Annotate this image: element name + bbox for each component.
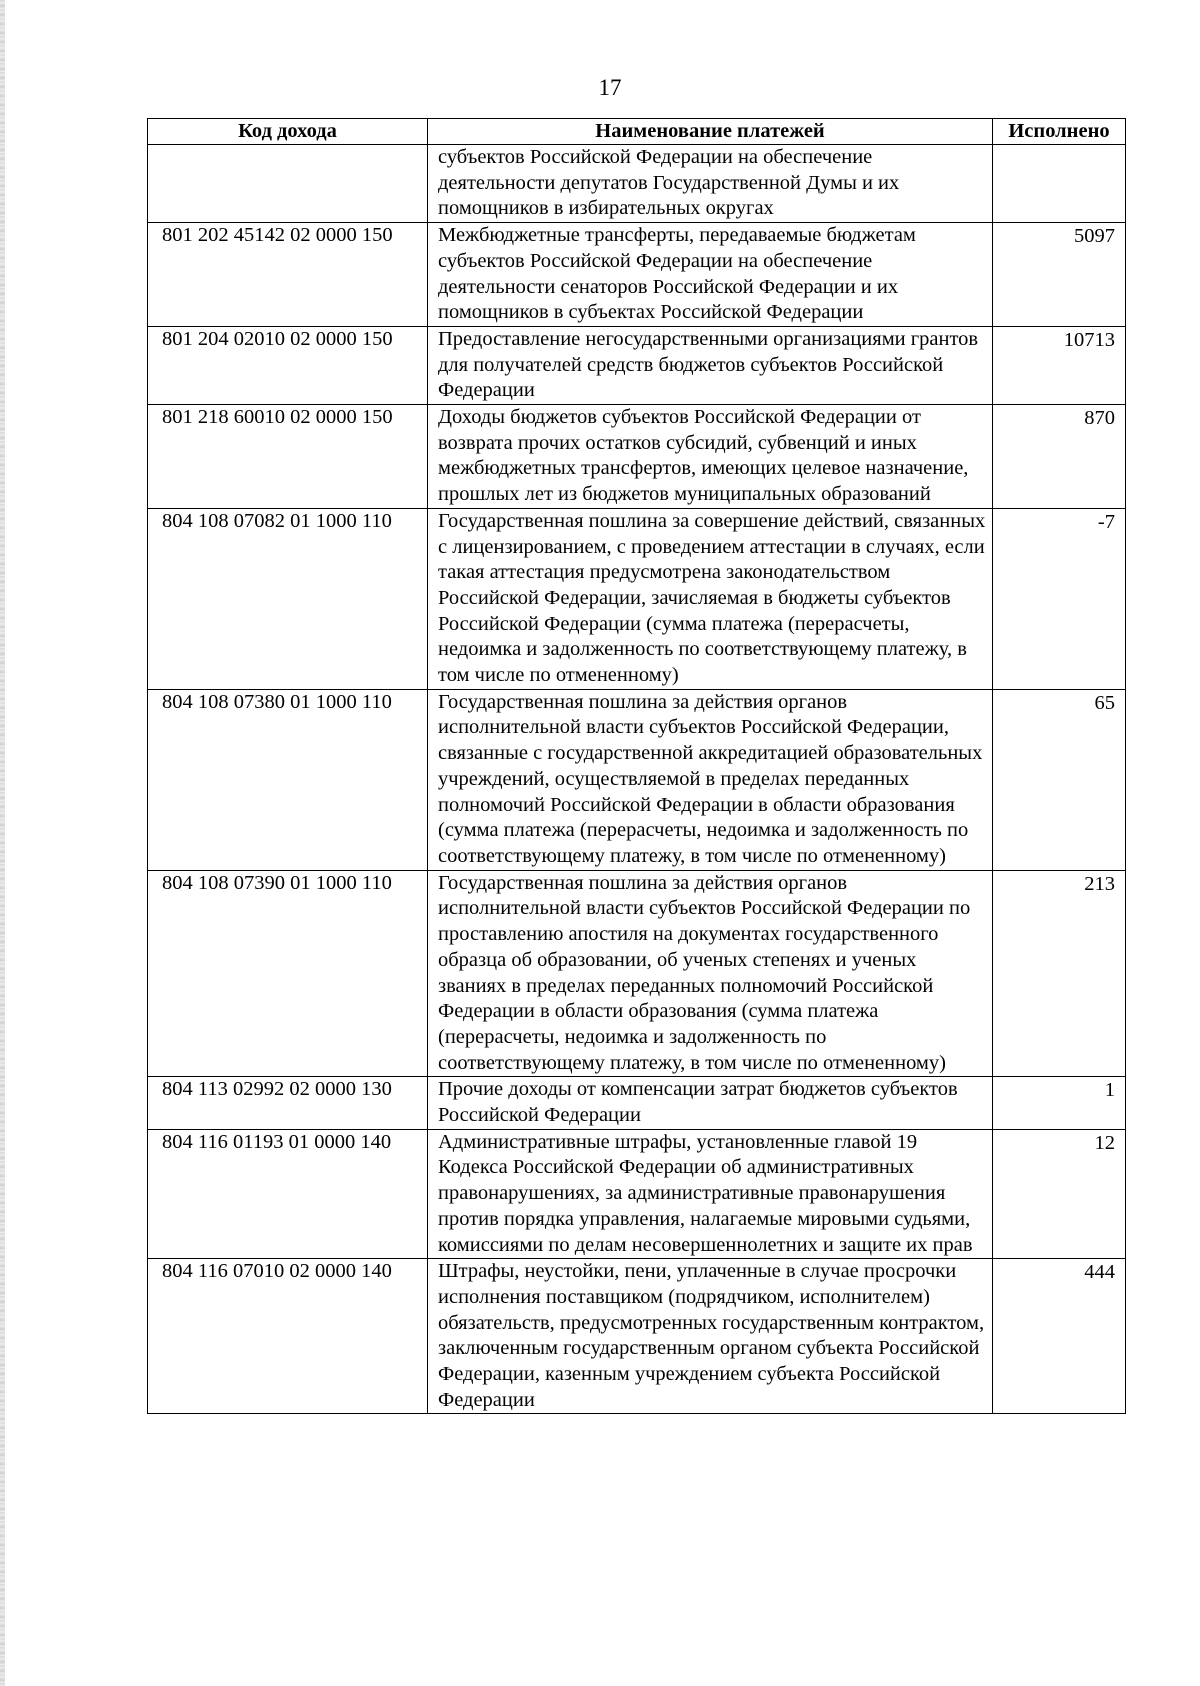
income-code: [148, 145, 428, 223]
table-row: [148, 405, 1126, 509]
executed-value: 1: [993, 1077, 1126, 1129]
executed-value: 12: [993, 1129, 1126, 1259]
table-row: [148, 1129, 1126, 1259]
payment-name: Доходы бюджетов субъектов Российской Федерации от возврата прочих остатков субсидий, субвенций и иных межбюджетных трансфертов, имеющих целевое назначение, прошлых лет из бюджетов муниципальных образований: [428, 405, 993, 509]
table-row: [148, 326, 1126, 404]
executed-value: 444: [993, 1259, 1126, 1414]
table-header: [148, 119, 1126, 145]
income-code: 804 116 01193 01 0000 140: [148, 1129, 428, 1259]
payment-name: субъектов Российской Федерации на обеспечение деятельности депутатов Государственной Думы и их помощников в избирательных округах: [428, 145, 993, 223]
payment-name: Штрафы, неустойки, пени, уплаченные в случае просрочки исполнения поставщиком (подрядчиком, исполнителем) обязательств, предусмотренных государственным контрактом, заключенным государственным органом субъекта Российской Федерации, казенным учреждением субъекта Российской Федерации: [428, 1259, 993, 1414]
header-row: [148, 119, 1126, 145]
header-value: Исполнено: [993, 119, 1126, 145]
page-number: 17: [598, 75, 622, 100]
header-name: Наименование платежей: [428, 119, 993, 145]
table-row: [148, 145, 1126, 223]
payment-name: Государственная пошлина за действия органов исполнительной власти субъектов Российской Федерации по проставлению апостиля на документах государственного образца об образовании, об ученых степенях и ученых званиях в пределах переданных полномочий Российской Федерации в области образования (сумма платежа (перерасчеты, недоимка и задолженность по соответствующему платежу, в том числе по отмененному): [428, 870, 993, 1077]
table-body: [148, 145, 1126, 1414]
executed-value: 870: [993, 405, 1126, 509]
executed-value: [993, 145, 1126, 223]
income-code: 801 202 45142 02 0000 150: [148, 223, 428, 327]
executed-value: 213: [993, 870, 1126, 1077]
table-row: [148, 223, 1126, 327]
income-table: [147, 118, 1126, 1414]
executed-value: -7: [993, 508, 1126, 689]
table-row: [148, 870, 1126, 1077]
income-code: 804 108 07390 01 1000 110: [148, 870, 428, 1077]
income-code: 804 108 07082 01 1000 110: [148, 508, 428, 689]
scan-edge: [0, 0, 5, 1686]
income-code: 804 113 02992 02 0000 130: [148, 1077, 428, 1129]
payment-name: Административные штрафы, установленные главой 19 Кодекса Российской Федерации об административных правонарушениях, за административные правонарушения против порядка управления, налагаемые мировыми судьями, комиссиями по делам несовершеннолетних и защите их прав: [428, 1129, 993, 1259]
payment-name: Государственная пошлина за совершение действий, связанных с лицензированием, с проведением аттестации в случаях, если такая аттестация предусмотрена законодательством Российской Федерации, зачисляемая в бюджеты субъектов Российской Федерации (сумма платежа (перерасчеты, недоимка и задолженность по соответствующему платежу, в том числе по отмененному): [428, 508, 993, 689]
table-row: [148, 1077, 1126, 1129]
payment-name: Предоставление негосударственными организациями грантов для получателей средств бюджетов субъектов Российской Федерации: [428, 326, 993, 404]
table-row: [148, 1259, 1126, 1414]
payment-name: Межбюджетные трансферты, передаваемые бюджетам субъектов Российской Федерации на обеспечение деятельности сенаторов Российской Федерации и их помощников в субъектах Российской Федерации: [428, 223, 993, 327]
income-code: 804 116 07010 02 0000 140: [148, 1259, 428, 1414]
header-code: Код дохода: [148, 119, 428, 145]
income-code: 804 108 07380 01 1000 110: [148, 689, 428, 870]
income-code: 801 218 60010 02 0000 150: [148, 405, 428, 509]
table-row: [148, 689, 1126, 870]
income-code: 801 204 02010 02 0000 150: [148, 326, 428, 404]
payment-name: Прочие доходы от компенсации затрат бюджетов субъектов Российской Федерации: [428, 1077, 993, 1129]
executed-value: 65: [993, 689, 1126, 870]
executed-value: 5097: [993, 223, 1126, 327]
executed-value: 10713: [993, 326, 1126, 404]
payment-name: Государственная пошлина за действия органов исполнительной власти субъектов Российской Федерации, связанные с государственной аккредитацией образовательных учреждений, осуществляемой в пределах переданных полномочий Российской Федерации в области образования (сумма платежа (перерасчеты, недоимка и задолженность по соответствующему платежу, в том числе по отмененному): [428, 689, 993, 870]
table-row: [148, 508, 1126, 689]
